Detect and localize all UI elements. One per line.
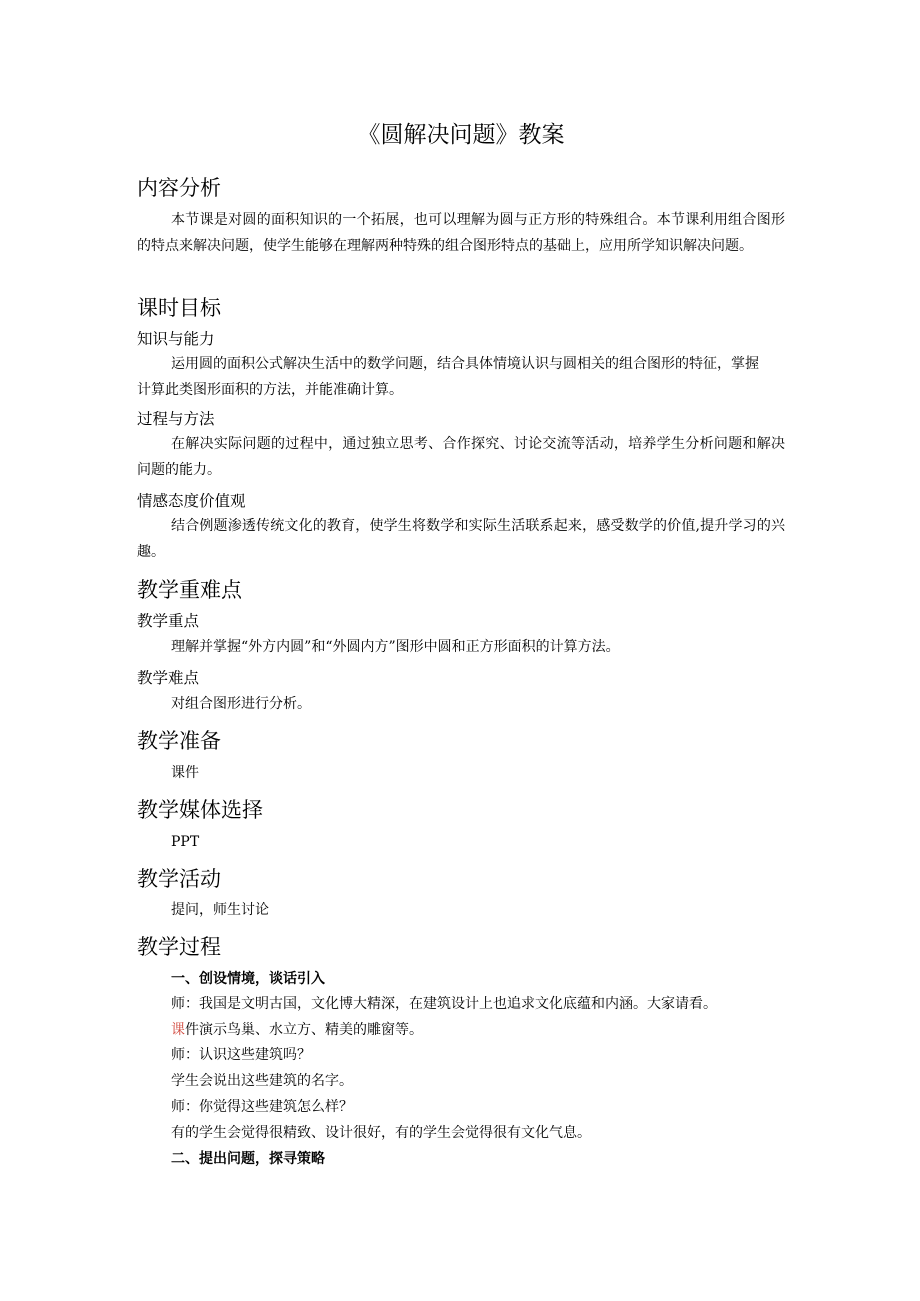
step-two-heading: 二、提出问题，探寻策略 <box>171 1151 325 1167</box>
subheading-difficult: 教学难点 <box>137 669 200 687</box>
difficult-text: 对组合图形进行分析。 <box>171 696 311 712</box>
document-title: 《圆解决问题》教案 <box>357 122 565 148</box>
process-line-5: 师：你觉得这些建筑怎么样？ <box>171 1099 353 1115</box>
process-line-2 <box>171 1019 423 1041</box>
process-line-1: 师：我国是文明古国，文化博大精深，在建筑设计上也追求文化底蕴和内涵。大家请看。 <box>171 996 717 1012</box>
heading-key-points: 教学重难点 <box>137 578 242 602</box>
heading-process: 教学过程 <box>137 935 221 959</box>
activity-text: 提问，师生讨论 <box>171 902 269 918</box>
heading-objectives: 课时目标 <box>137 296 221 320</box>
process-line-6: 有的学生会觉得很精致、设计很好，有的学生会觉得很有文化气息。 <box>171 1125 591 1141</box>
step-one-heading: 一、创设情境，谈话引入 <box>171 971 325 987</box>
content-analysis-text: 本节课是对圆的面积知识的一个拓展，也可以理解为圆与正方形的特殊组合。本节课利用组合图形的特点来解决问题，使学生能够在理解两种特殊的组合图形特点的基础上，应用所学知识解决问题。 <box>137 212 785 254</box>
media-text: PPT <box>171 834 200 850</box>
process-line-3: 师：认识这些建筑吗？ <box>171 1047 311 1063</box>
preparation-text: 课件 <box>171 765 199 781</box>
heading-preparation: 教学准备 <box>137 729 221 753</box>
heading-media: 教学媒体选择 <box>137 798 263 822</box>
subheading-emotion: 情感态度价值观 <box>137 492 246 510</box>
highlight-text: 课 <box>171 1022 185 1038</box>
key-text: 理解并掌握“外方内圆”和“外圆内方”图形中圆和正方形面积的计算方法。 <box>171 639 620 655</box>
subheading-key: 教学重点 <box>137 612 200 630</box>
knowledge-text: 运用圆的面积公式解决生活中的数学问题，结合具体情境认识与圆相关的组合图形的特征，掌握计算此类图形面积的方法，并能准确计算。 <box>137 356 759 398</box>
subheading-knowledge: 知识与能力 <box>137 330 215 348</box>
process-line-2-rest: 件演示鸟巢、水立方、精美的雕窗等。 <box>185 1022 423 1038</box>
heading-activity: 教学活动 <box>137 867 221 891</box>
subheading-process-method: 过程与方法 <box>137 410 215 428</box>
process-line-4: 学生会说出这些建筑的名字。 <box>171 1073 353 1089</box>
emotion-text: 结合例题渗透传统文化的教育，使学生将数学和实际生活联系起来，感受数学的价值,提升学习的兴趣。 <box>137 518 785 560</box>
heading-content-analysis: 内容分析 <box>137 176 221 200</box>
process-method-text: 在解决实际问题的过程中，通过独立思考、合作探究、讨论交流等活动，培养学生分析问题和解决问题的能力。 <box>137 436 785 478</box>
